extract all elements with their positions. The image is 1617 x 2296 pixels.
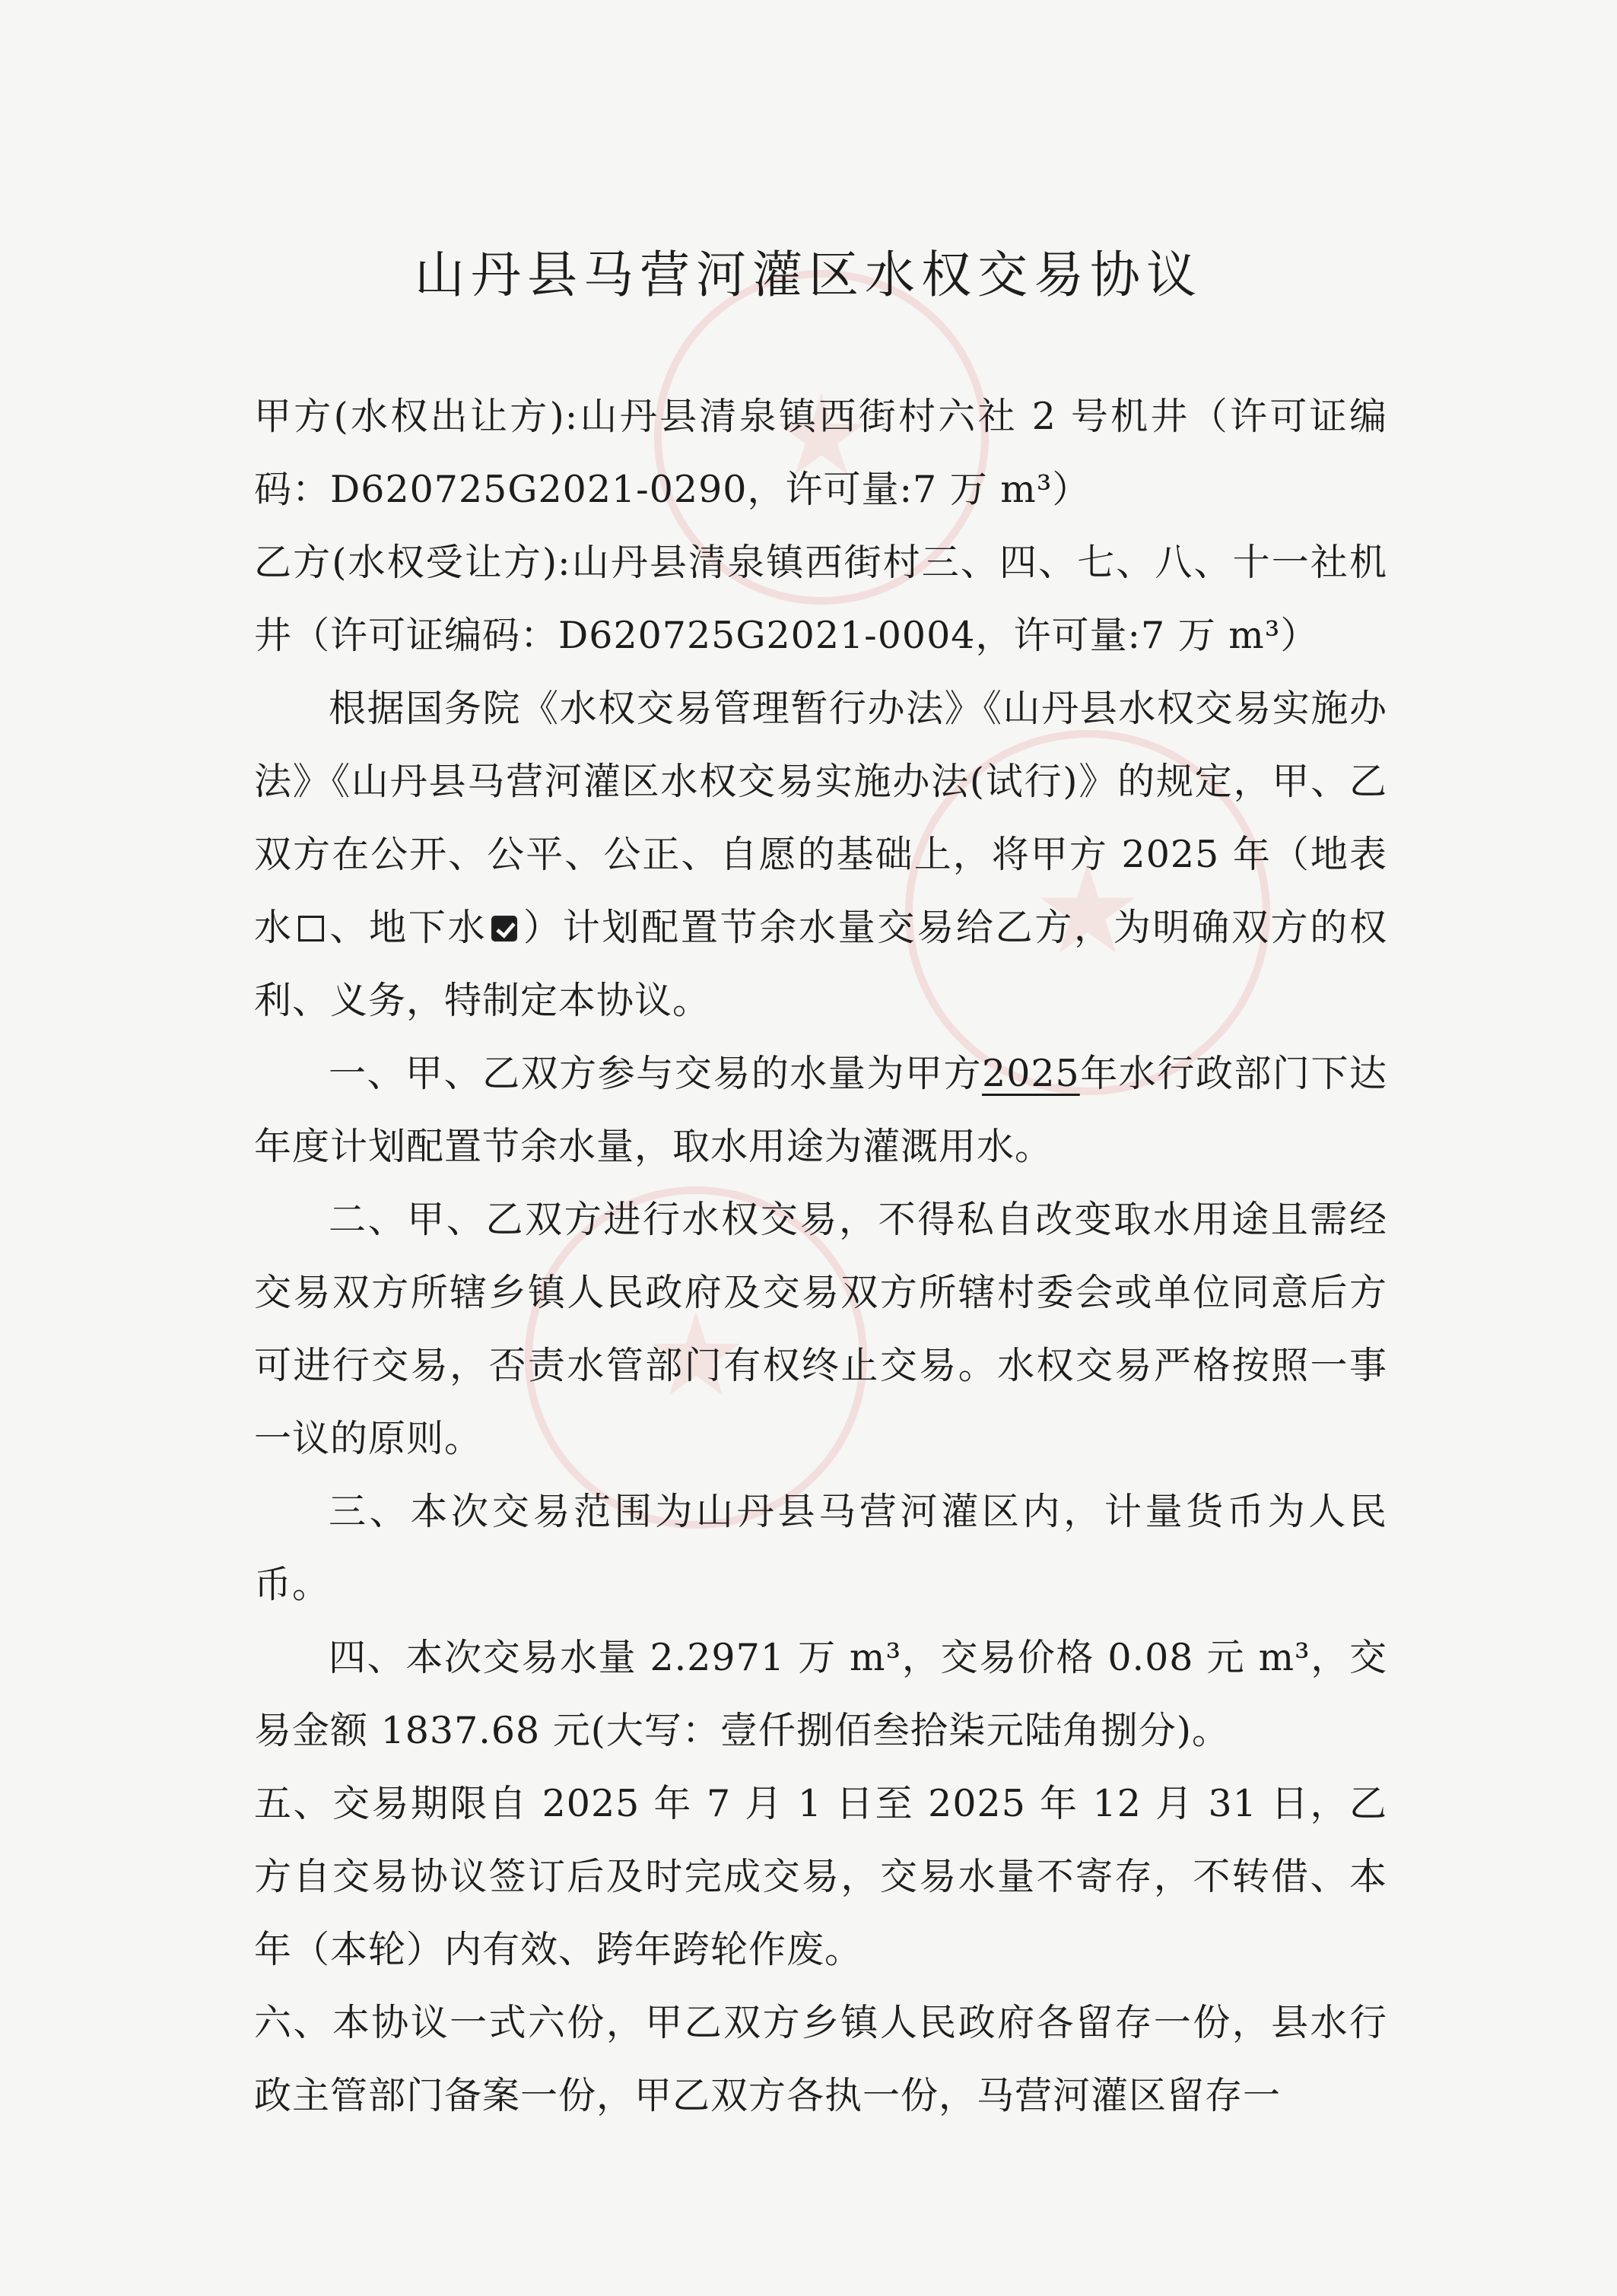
clause-1-year: 2025 (982, 1052, 1080, 1095)
document-body (254, 380, 1387, 2132)
party-a-paragraph: 甲方(水权出让方):山丹县清泉镇西街村六社 2 号机井（许可证编码：D620725G2021-0290，许可量:7 万 m³） (254, 395, 1387, 511)
clause-1-before: 一、甲、乙双方参与交易的水量为甲方 (329, 1052, 983, 1095)
clause-2: 二、甲、乙双方进行水权交易，不得私自改变取水用途且需经交易双方所辖乡镇人民政府及交易双方所辖村委会或单位同意后方可进行交易，否责水管部门有权终止交易。水权交易严格按照一事一议的原则。 (254, 1198, 1387, 1460)
preamble-paragraph (254, 672, 1387, 1037)
clause-3: 三、本次交易范围为山丹县马营河灌区内，计量货币为人民币。 (254, 1490, 1387, 1606)
preamble-text-part1: 根据国务院《水权交易管理暂行办法》《山丹县水权交易实施办法》《山丹县马营河灌区水权交易实施办法(试行)》的规定，甲、乙双方在公开、公平、公正、自愿的基础上，将甲方 2025 年（地表水 (254, 687, 1387, 949)
groundwater-checkbox-checked[interactable] (491, 916, 517, 942)
preamble-text-part2: ）计划配置节余水量交易给乙方，为明确双方的权利、义务，特制定本协议。 (254, 906, 1387, 1022)
clause-1-after: 年水行政部门下达年度计划配置节余水量，取水用途为灌溉用水。 (254, 1052, 1387, 1168)
document-title: 山丹县马营河灌区水权交易协议 (415, 246, 1202, 305)
clause-4: 四、本次交易水量 2.2971 万 m³，交易价格 0.08 元 m³，交易金额 1837.68 元(大写：壹仟捌佰叁拾柒元陆角捌分)。 (254, 1636, 1387, 1752)
clause-5: 五、交易期限自 2025 年 7 月 1 日至 2025 年 12 月 31 日，乙方自交易协议签订后及时完成交易，交易水量不寄存，不转借、本年（本轮）内有效、跨年跨轮作废。 (254, 1782, 1387, 1971)
preamble-separator: 、地下水 (328, 906, 488, 949)
clause-6: 六、本协议一式六份，甲乙双方乡镇人民政府各留存一份，县水行政主管部门备案一份，甲乙双方各执一份，马营河灌区留存一 (254, 2001, 1387, 2117)
surface-water-checkbox[interactable] (298, 916, 324, 942)
clause-1 (254, 1037, 1387, 1183)
party-b-paragraph: 乙方(水权受让方):山丹县清泉镇西街村三、四、七、八、十一社机井（许可证编码：D620725G2021-0004，许可量:7 万 m³） (254, 541, 1387, 657)
